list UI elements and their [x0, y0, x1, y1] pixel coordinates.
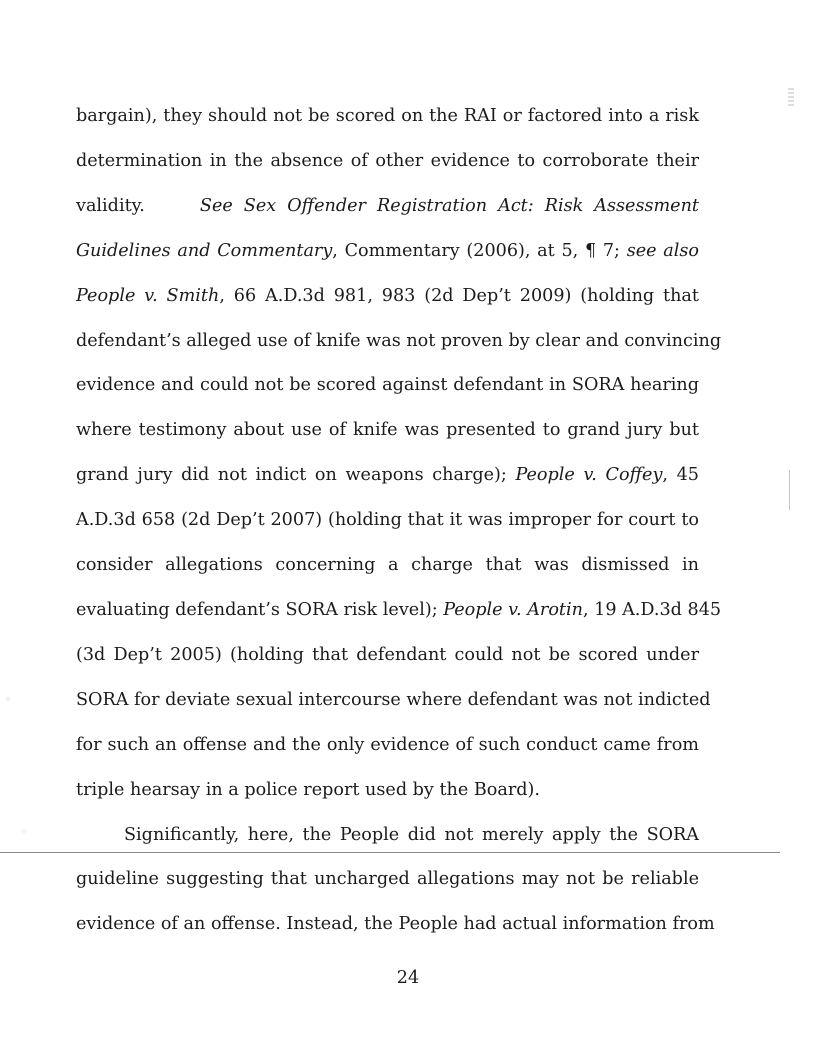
- text-line: triple hearsay in a police report used by the Board).: [76, 779, 541, 800]
- text-line: A.D.3d 658 (2d Dep’t 2007) (holding that it was improper for court to: [76, 510, 699, 531]
- scan-rule-line: [0, 852, 780, 853]
- text-line: (3d Dep’t 2005) (holding that defendant could not be scored under: [76, 644, 699, 665]
- text-span: evaluating defendant’s SORA risk level);: [76, 599, 444, 620]
- scan-artifact: [0, 600, 40, 930]
- text-line: for such an offense and the only evidence of such conduct came from: [76, 734, 699, 755]
- document-body: [76, 94, 722, 947]
- case-name: People v. Smith: [76, 285, 220, 306]
- case-name: People v. Arotin: [443, 599, 583, 620]
- citation-italic: See Sex Offender Registration Act: Risk Assessment: [199, 195, 699, 216]
- page-number: 24: [396, 968, 420, 988]
- text-line: [76, 453, 699, 498]
- text-line: evidence and could not be scored against defendant in SORA hearing: [76, 375, 699, 396]
- text-span: , Commentary (2006), at 5, ¶ 7;: [332, 240, 620, 261]
- text-span: , 19 A.D.3d 845: [582, 599, 722, 620]
- text-line: bargain), they should not be scored on the RAI or factored into a risk: [76, 106, 699, 126]
- text-line: SORA for deviate sexual intercourse where defendant was not indicted: [76, 689, 711, 710]
- text-span: , 66 A.D.3d 981, 983 (2d Dep’t 2009) (holding that: [219, 285, 699, 306]
- margin-mark: [788, 88, 794, 106]
- text-line: guideline suggesting that uncharged allegations may not be reliable: [76, 869, 699, 890]
- text-line: [76, 274, 699, 319]
- text-span: , 45: [662, 465, 699, 486]
- case-name: People v. Coffey: [515, 465, 663, 486]
- margin-line: [789, 470, 790, 510]
- text-line: determination in the absence of other evidence to corroborate their: [76, 150, 699, 171]
- text-line: where testimony about use of knife was presented to grand jury but: [76, 420, 699, 441]
- text-line: [76, 184, 699, 229]
- text-line: Significantly, here, the People did not merely apply the SORA: [124, 824, 699, 845]
- text-line: evidence of an offense. Instead, the People had actual information from: [76, 914, 715, 935]
- text-span: grand jury did not indict on weapons charge);: [76, 465, 516, 486]
- text-line: consider allegations concerning a charge that was dismissed in: [76, 555, 699, 576]
- text-line: [76, 588, 722, 633]
- text-line: defendant’s alleged use of knife was not proven by clear and convincing: [76, 330, 722, 351]
- text-line: [76, 229, 699, 274]
- citation-italic: Guidelines and Commentary: [76, 240, 333, 261]
- text-span: validity.: [76, 195, 145, 216]
- citation-italic: see also: [619, 240, 699, 261]
